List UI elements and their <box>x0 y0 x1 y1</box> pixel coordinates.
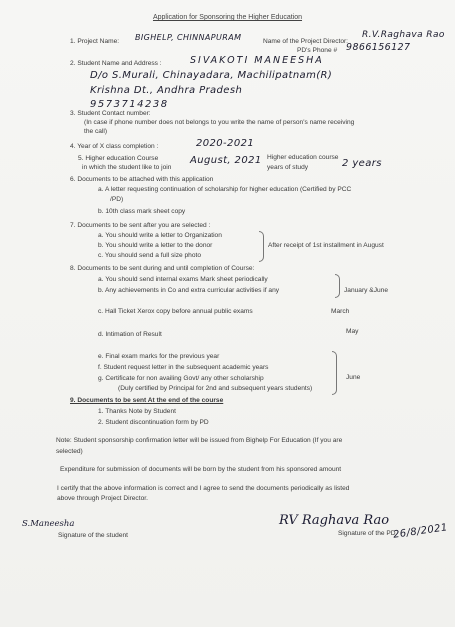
contact-label: 3. Student Contact number: <box>70 110 151 117</box>
docs8-a: a. You should send internal exams Mark sheet periodically <box>98 276 268 283</box>
docs6-a: a. A letter requesting continuation of scholarship for higher education (Certified by PCC <box>98 186 352 193</box>
course-sub-label: in which the student like to join <box>82 164 172 171</box>
years-value: 2 years <box>342 158 382 169</box>
docs7-a: a. You should write a letter to Organization <box>98 232 222 239</box>
years-label-2: years of study <box>267 164 309 171</box>
docs6-b: b. 10th class mark sheet copy <box>98 208 186 215</box>
student-name-value: SIVAKOTI MANEESHA <box>190 55 324 66</box>
docs8-f: f. Student request letter in the subsequent academic years <box>98 364 269 371</box>
docs8-b: b. Any achievements in Co and extra curricular activities if any <box>98 287 280 294</box>
docs9-label: 9. Documents to be sent At the end of the course <box>70 397 224 404</box>
docs8-e: e. Final exam marks for the previous year <box>98 353 220 360</box>
project-name-label: 1. Project Name: <box>70 38 120 45</box>
project-name-value: BIGHELP, CHINNAPURAM <box>135 33 242 42</box>
note-line1: Note: Student sponsorship confirmation letter will be issued from Bighelp For Education (If you are <box>56 437 343 444</box>
student-signature: S.Maneesha <box>22 519 75 529</box>
docs8-june: June <box>346 374 361 381</box>
docs7-c: c. You should send a full size photo <box>98 252 202 259</box>
contact-note-line2: the call) <box>84 128 108 135</box>
docs8-may: May <box>346 328 359 335</box>
docs6-a2: /PD) <box>110 196 124 203</box>
course-join-value: August, 2021 <box>190 155 262 166</box>
pd-signature-date: 26/8/2021 <box>392 522 449 541</box>
docs8-brace-1 <box>335 274 340 298</box>
student-address-line2: Krishna Dt., Andhra Pradesh <box>90 85 243 96</box>
docs7-b: b. You should write a letter to the donor <box>98 242 213 249</box>
phone-label: PD's Phone # <box>297 47 338 54</box>
x-class-value: 2020-2021 <box>196 138 255 149</box>
docs8-c: c. Hall Ticket Xerox copy before annual public exams <box>98 308 253 315</box>
docs7-after: After receipt of 1st installment in August <box>268 242 384 249</box>
docs8-g2: (Duly certified by Principal for 2nd and subsequent years students) <box>118 385 313 392</box>
docs8-jan: January &June <box>344 287 388 294</box>
pd-signature: RV Raghava Rao <box>279 513 390 528</box>
student-signature-label: Signature of the student <box>58 532 129 539</box>
student-label: 2. Student Name and Address : <box>70 60 162 67</box>
student-phone-value: 9573714238 <box>90 99 169 110</box>
docs9-1: 1. Thanks Note by Student <box>98 408 176 415</box>
docs9-2: 2. Student discontinuation form by PD <box>98 419 209 426</box>
contact-note-line1: (In case if phone number does not belongs to you write the name of person's name receiving <box>84 119 355 126</box>
director-label: Name of the Project Director: <box>263 38 349 45</box>
pd-signature-label: Signature of the PD <box>338 530 396 537</box>
docs8-d: d. Intimation of Result <box>98 331 162 338</box>
x-class-label: 4. Year of X class completion : <box>70 143 159 150</box>
certify-line2: above through Project Director. <box>57 495 148 502</box>
certify-line1: I certify that the above information is correct and I agree to send the documents periodically as listed <box>57 485 350 492</box>
student-address-line1: D/o S.Murali, Chinayadara, Machilipatnam(R) <box>90 70 333 81</box>
docs6-label: 6. Documents to be attached with this application <box>70 176 214 183</box>
phone-value: 9866156127 <box>346 42 411 53</box>
note-line2: selected) <box>56 448 83 455</box>
docs7-label: 7. Documents to be sent after you are selected : <box>70 222 211 229</box>
form-title: Application for Sponsoring the Higher Education <box>152 14 303 21</box>
director-value: R.V.Raghava Rao <box>362 30 445 40</box>
years-label-1: Higher education course <box>267 154 339 161</box>
expenditure-text: Expenditure for submission of documents will be born by the student from his sponsored amount <box>60 466 342 473</box>
docs8-label: 8. Documents to be sent during and until completion of Course: <box>70 265 255 272</box>
course-label: 5. Higher education Course <box>78 155 159 162</box>
docs8-march: March <box>331 308 350 315</box>
docs8-g: g. Certificate for non availing Govt/ any other scholarship <box>98 375 264 382</box>
docs8-brace-2 <box>332 351 337 395</box>
docs7-brace <box>259 231 264 262</box>
